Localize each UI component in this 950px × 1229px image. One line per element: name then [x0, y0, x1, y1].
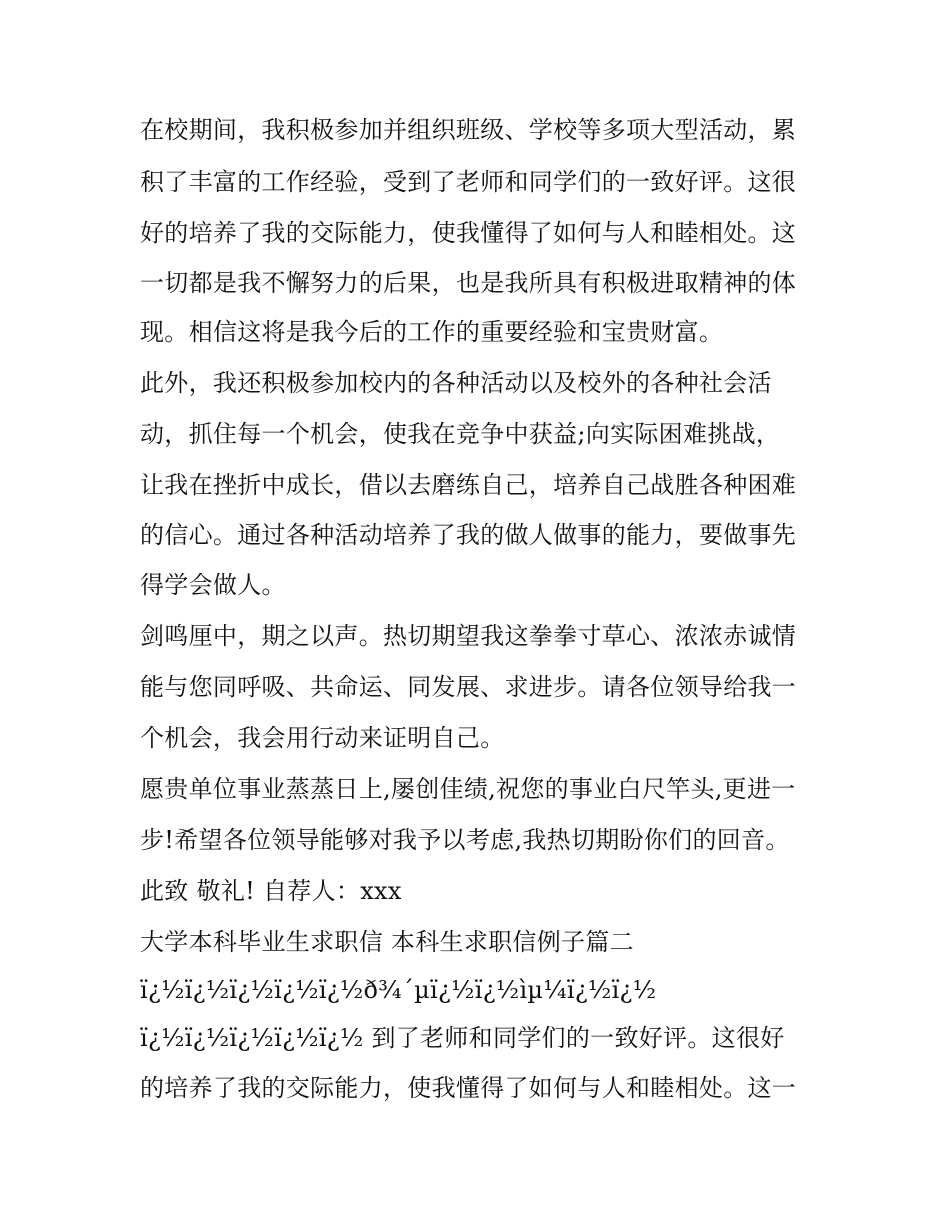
paragraph-line: 能与您同呼吸、共命运、同发展、求进步。请各位领导给我一 — [140, 673, 797, 701]
paragraph-line: 现。相信这将是我今后的工作的重要经验和宝贵财富。 — [140, 318, 724, 346]
section-heading: 大学本科毕业生求职信 本科生求职信例子篇二 — [140, 928, 634, 956]
garbled-text-line: ï¿½ï¿½ï¿½ï¿½ï¿½ð¾´µï¿½ï¿½ìµ¼ï¿½ï¿½ — [140, 976, 657, 1004]
paragraph-line: 好的培养了我的交际能力，使我懂得了如何与人和睦相处。这 — [140, 219, 797, 247]
paragraph-line: 步!希望各位领导能够对我予以考虑,我热切期盼你们的回音。 — [140, 826, 790, 854]
paragraph-line: 个机会，我会用行动来证明自己。 — [140, 724, 505, 752]
paragraph-line: 的信心。通过各种活动培养了我的做人做事的能力，要做事先 — [140, 521, 797, 549]
paragraph-line: 让我在挫折中成长，借以去磨练自己，培养自己战胜各种困难 — [140, 471, 797, 499]
paragraph-line: 剑鸣厘中，期之以声。热切期望我这拳拳寸草心、浓浓赤诚情 — [140, 622, 797, 650]
paragraph-line: 积了丰富的工作经验，受到了老师和同学们的一致好评。这很 — [140, 168, 797, 196]
closing-line: 此致 敬礼! 自荐人：xxx — [140, 877, 402, 905]
paragraph-line: 的培养了我的交际能力，使我懂得了如何与人和睦相处。这一 — [140, 1074, 797, 1102]
paragraph-line: 此外，我还积极参加校内的各种活动以及校外的各种社会活 — [140, 369, 772, 397]
paragraph-line: 在校期间，我积极参加并组织班级、学校等多项大型活动，累 — [140, 116, 797, 144]
paragraph-line: 愿贵单位事业蒸蒸日上,屡创佳绩,祝您的事业白尺竿头,更进一 — [140, 775, 796, 803]
paragraph-line: ï¿½ï¿½ï¿½ï¿½ï¿½ 到了老师和同学们的一致好评。这很好 — [140, 1024, 785, 1052]
paragraph-line: 得学会做人。 — [140, 571, 286, 599]
paragraph-line: 一切都是我不懈努力的后果，也是我所具有积极进取精神的体 — [140, 269, 797, 297]
paragraph-line: 动，抓住每一个机会，使我在竞争中获益;向实际困难挑战， — [140, 420, 781, 448]
